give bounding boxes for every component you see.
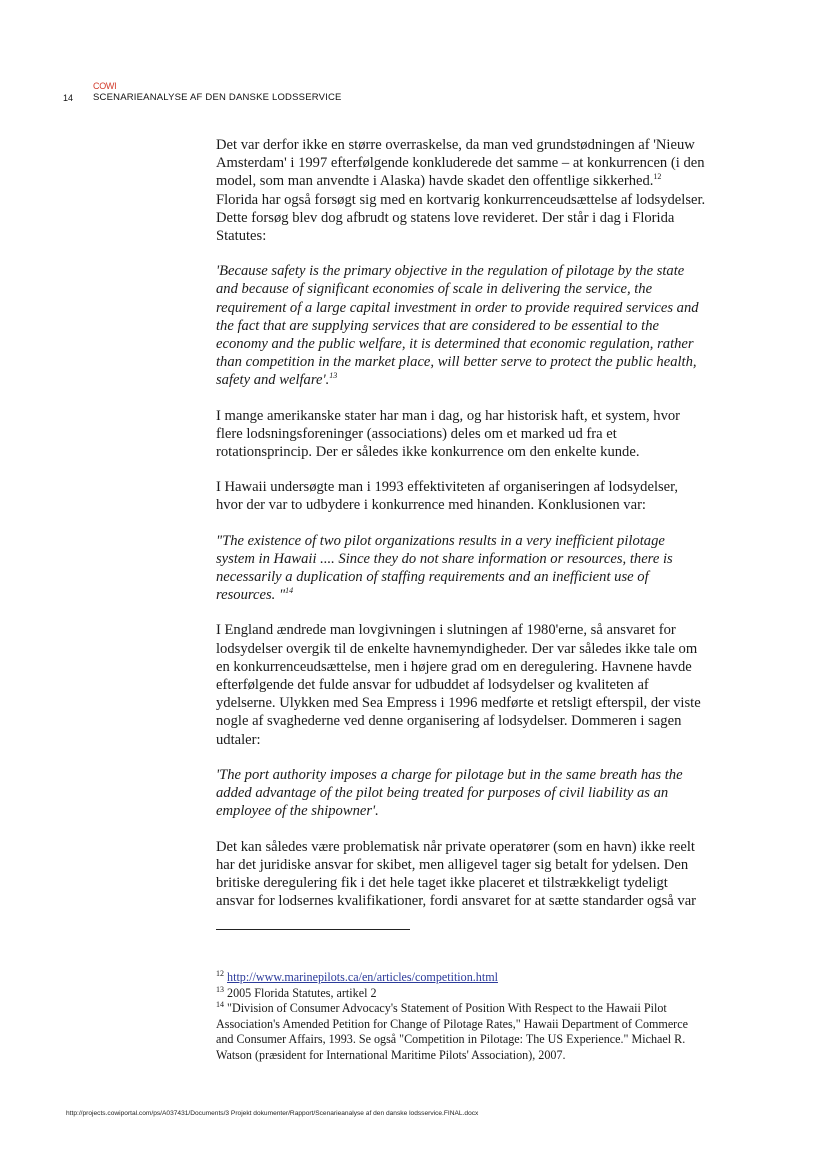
footnote-ref[interactable]: 14 [285,586,294,596]
file-path-footer: http://projects.cowiportal.com/ps/A037431/Documents/3 Projekt dokumenter/Rapport/Scenarieanalyse af den danske lodsservice.FINAL.docx [66,1110,479,1117]
block-quote: "The existence of two pilot organizations results in a very inefficient pilotage system in Hawaii .... Since they do not share information or resources, there is necessarily a duplication of staffing requirements and an inefficient use of resources. "$^{14}$ [216,532,673,604]
body-paragraph: I Hawaii undersøgte man i 1993 effektiviteten af organiseringen af lodsydelser, hvor der var to udbydere i konkurrence med hinanden. Konklusionen var: [216,479,679,514]
footnote-ref[interactable]: 12 [653,172,662,182]
footnote-12: $^{12}$ http://www.marinepilots.ca/en/articles/competition.html [216,968,498,984]
footnote-ref[interactable]: 13 [329,371,338,381]
body-paragraph: Det kan således være problematisk når private operatører (som en havn) ikke reelt har det juridiske ansvar for skibet, men alligevel tager sig betalt for ydelsen. Den britiske deregulering fik i det hele taget ikke placeret et tilstrækkeligt tydeligt ansvar for lodsernes kvalifikationer, fordi ansvaret for at sætte standarder også var [216,838,697,910]
body-paragraph: I mange amerikanske stater har man i dag, og har historisk haft, et system, hvor flere lodsningsforeninger (associations) deles om et marked ud fra et rotationsprincip. Der er således ikke konkurrence om den enkelte kunde. [216,407,681,461]
footnote-14: $^{14}$ "Division of Consumer Advocacy's Statement of Position With Respect to the Hawaii Pilot Association's Amended Petition for Change of Pilotage Rates," Hawaii Department of Commerce and Consumer Affairs, 1993. Se også "Competition in Pilotage: The US Experience." Michael R. Watson (præsident for International Maritime Pilots' Association), 2007. [216,999,688,1062]
block-quote: 'Because safety is the primary objective in the regulation of pilotage by the state and because of significant economies of scale in delivering the service, the requirement of a large capital investment in order to provide required services and the fact that are supplying services that are considered to be essential to the economy and the public welfare, it is determined that economic regulation, rather than competition in the market place, will better serve to protect the public health, safety and welfare'.$^{13}$ [216,263,699,389]
running-header-title: SCENARIEANALYSE AF DEN DANSKE LODSSERVICE [93,92,342,103]
body-paragraph: I England ændrede man lovgivningen i slutningen af 1980'erne, så ansvaret for lodsydelser overgik til de enkelte havnemyndigheder. Der var således ikke tale om en konkurrenceudsættelse, men i højere grad om en deregulering. Havnene havde efterfølgende det fulde ansvar for udbuddet af lodsydelser og kvaliteten af ydelserne. Ulykken med Sea Empress i 1996 medførte et retsligt efterspil, der viste nogle af svaghederne ved denne organisering af lodsydelser. Dommeren i sagen udtaler: [216,622,701,748]
footnote-13: $^{13}$ 2005 Florida Statutes, artikel 2 [216,984,377,1000]
footnote-separator [216,929,410,930]
page-number: 14 [63,93,74,103]
document-body [216,136,706,927]
body-paragraph: Det var derfor ikke en større overraskelse, da man ved grundstødningen af 'Nieuw Amsterdam' i 1997 efterfølgende konkluderede det samme – at konkurrencen (i den model, som man anvendte i Alaska) havde skadet den offentlige sikkerhed.$^{12}$ Florida har også forsøgt sig med en kortvarig konkurrenceudsættelse af lodsydelser. Dette forsøg blev dog afbrudt og statens love revideret. Der står i dag i Florida Statutes: [216,137,706,245]
block-quote: 'The port authority imposes a charge for pilotage but in the same breath has the added advantage of the pilot being treated for purposes of civil liability as an employee of the shipowner'. [216,766,683,820]
footnote-link[interactable]: http://www.marinepilots.ca/en/articles/competition.html [227,970,498,984]
footnotes [216,970,708,1063]
company-logo: COWI [93,81,117,91]
